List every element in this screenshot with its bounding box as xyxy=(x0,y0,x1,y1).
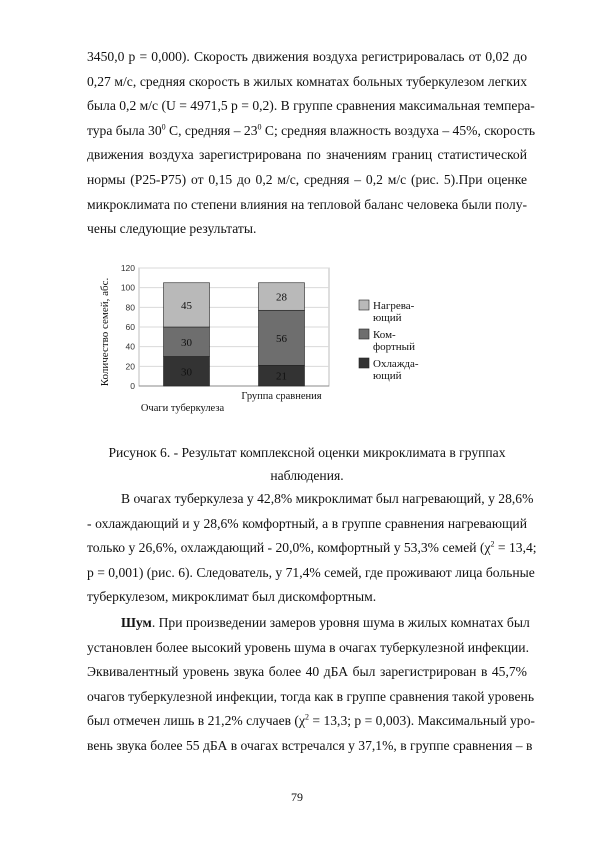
bars xyxy=(164,283,305,386)
data-label: 56 xyxy=(276,332,287,345)
text-line: тура была $30^0$ С, средняя – $23^0$ С; средняя влажность воздуха – 45%, скорость xyxy=(87,122,536,138)
text-line: только у 26,6%, охлаждающий - 20,0%, комфортный у 53,3% семей ($\chi^2 = 13,4$; xyxy=(87,539,537,556)
paragraph-2 xyxy=(87,487,537,610)
y-tick-label: 80 xyxy=(125,302,135,313)
y-tick-label: 0 xyxy=(130,381,135,391)
text-line: туберкулезом, микроклимат был дискомфортным. xyxy=(87,589,377,605)
text-line: 0,27 м/с, средняя скорость в жилых комнатах больных туберкулезом легких xyxy=(87,73,527,89)
text-line: вень звука более 55 дБА в очагах встречался у 37,1%, в группе сравнения – в xyxy=(87,737,533,753)
page-number: 79 xyxy=(291,790,303,804)
legend-label: Охлажда- xyxy=(373,358,419,370)
legend-label: Нагрева- xyxy=(373,300,415,312)
text-line: был отмечен лишь в 21,2% случаев ($\chi^2 = 13,3$; р = 0,003). Максимальный уро- xyxy=(87,712,535,729)
superscript: 2 xyxy=(490,539,495,549)
data-label: 30 xyxy=(181,366,192,379)
text-line: установлен более высокий уровень шума в очагах туберкулезной инфекции. xyxy=(87,639,529,655)
legend-swatch xyxy=(359,358,369,368)
legend-swatch xyxy=(359,300,369,310)
y-tick-label: 20 xyxy=(125,361,135,372)
y-tick-label: 40 xyxy=(125,341,135,352)
legend-label: ющий xyxy=(373,370,402,382)
superscript: 0 xyxy=(161,122,166,132)
x-axis xyxy=(141,391,322,414)
text-line: 3450,0 р = 0,000). Скорость движения воздуха регистрировалась от 0,02 до xyxy=(87,49,527,64)
paragraph-1 xyxy=(87,45,536,242)
data-label: 45 xyxy=(181,299,192,312)
legend-label: фортный xyxy=(373,341,415,353)
paragraph-3 xyxy=(87,611,535,759)
x-tick-label: Очаги туберкулеза xyxy=(140,403,225,414)
data-label: 28 xyxy=(276,291,287,304)
text-line: Шум. При произведении замеров уровня шума в жилых комнатах был xyxy=(121,615,530,630)
text-line: - охлаждающий и у 28,6% комфортный, а в группе сравнения нагревающий xyxy=(87,515,527,531)
text-line: р = 0,001) (рис. 6). Следователь, у 71,4% семей, где проживают лица больные xyxy=(87,564,535,580)
legend-label: Ком- xyxy=(373,329,396,341)
y-tick-label: 120 xyxy=(120,263,135,273)
text-line: движения воздуха зарегистрирована по значениям границ статистической xyxy=(87,147,527,163)
data-label: 30 xyxy=(181,336,192,349)
text-line: чены следующие результаты. xyxy=(87,221,257,237)
legend-swatch xyxy=(359,329,369,339)
legend-label: ющий xyxy=(373,312,402,324)
x-tick-label: Группа сравнения xyxy=(241,391,322,402)
superscript: 2 xyxy=(304,712,309,722)
figure-caption xyxy=(87,441,527,487)
superscript: 0 xyxy=(257,122,262,132)
text-line: нормы (P25-P75) от 0,15 до 0,2 м/с, средняя – 0,2 м/с (рис. 5).При оценке xyxy=(87,171,527,187)
legend xyxy=(359,300,419,382)
text-line: В очагах туберкулеза у 42,8% микроклимат был нагревающий, у 28,6% xyxy=(121,491,534,506)
caption-line-2: наблюдения. xyxy=(270,468,344,483)
caption-line-1: Рисунок 6. - Результат комплексной оценки микроклимата в группах xyxy=(108,445,506,460)
text-line: микроклимата по степени влияния на тепловой баланс человека были полу- xyxy=(87,196,528,212)
data-label: 21 xyxy=(276,370,287,383)
text-line: очагов туберкулезной инфекции, тогда как в группе сравнения такой уровень xyxy=(87,688,535,704)
y-tick-label: 100 xyxy=(120,282,135,293)
text-line: Эквивалентный уровень звука более 40 дБА был зарегистрирован в 45,7% xyxy=(87,664,527,680)
y-axis-label: Количество семей, абс. xyxy=(99,277,111,387)
text-line: была 0,2 м/с (U = 4971,5 р = 0,2). В группе сравнения максимальная темпера- xyxy=(87,98,535,114)
bold-lead: Шум xyxy=(121,615,152,630)
y-tick-label: 60 xyxy=(125,322,135,332)
stacked-bar-chart xyxy=(90,258,480,418)
